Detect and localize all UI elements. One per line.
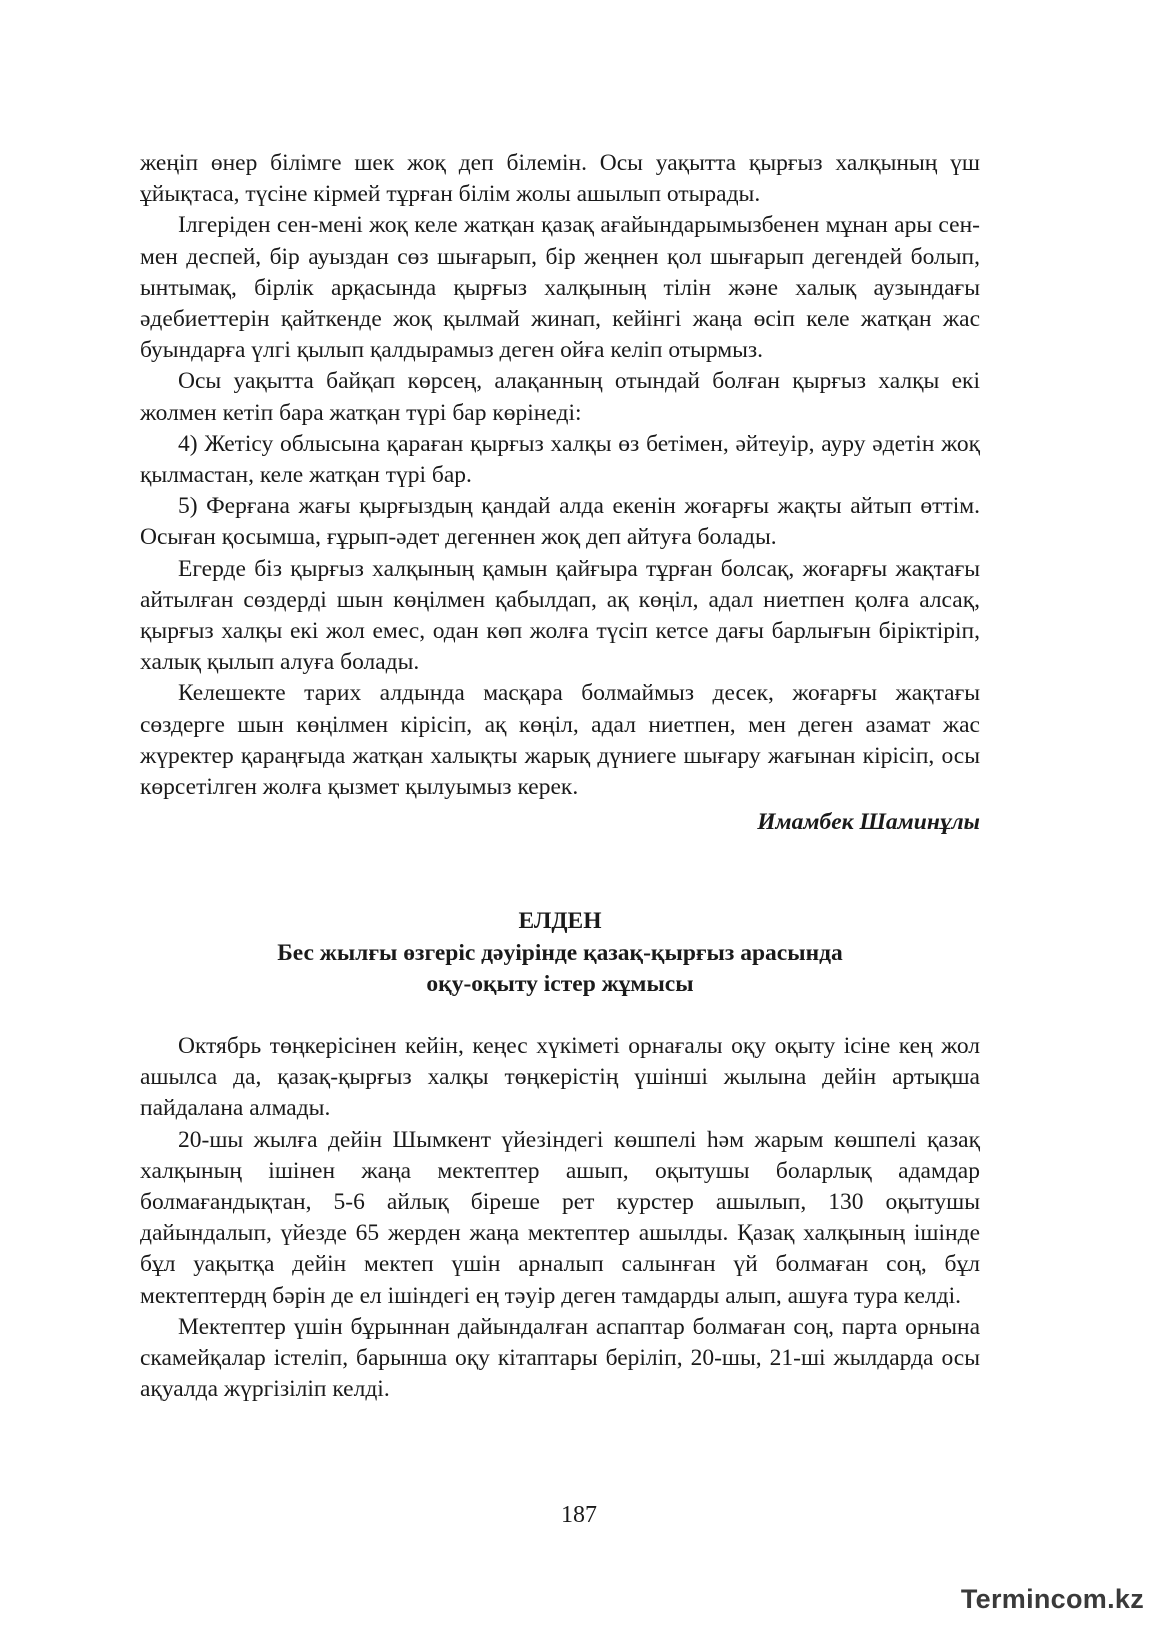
page-content	[140, 148, 980, 1405]
page-number: 187	[561, 1502, 597, 1528]
paragraph: 4) Жетісу облысына қараған қырғыз халқы өз бетімен, әйтеуір, ауру әдетін жоқ қылмастан, келе жатқан түрі бар.	[140, 430, 980, 489]
paragraph: Ілгеріден сен-мені жоқ келе жатқан қазақ ағайындарымызбенен мұнан ары сен-мен деспей, бір ауыздан сөз шығарып, бір жеңнен қол шығарып дегендей болып, ынтымақ, бірлік арқасында қырғыз халқының тілін және халық аузындағы әдебиеттерін қайткенде жоқ қылмай жинап, кейінгі жаңа өсіп келе жатқан жас буындарға үлгі қылып қалдырамыз деген ойға келіп отырмыз.	[140, 212, 980, 364]
paragraph: Осы уақытта байқап көрсең, алақанның отындай болған қырғыз халқы екі жолмен кетіп бара жатқан түрі бар көрінеді:	[140, 368, 980, 426]
article-body-bottom	[140, 1031, 980, 1405]
paragraph: Мектептер үшін бұрыннан дайындалған аспаптар болмаған соң, парта орнына скамейқалар істеліп, барынша оқу кітаптары беріліп, 20-шы, 21-ші жылдарда осы ақуалда жүргізіліп келді.	[140, 1313, 980, 1403]
paragraph: жеңіп өнер білімге шек жоқ деп білемін. Осы уақытта қырғыз халқының үш ұйықтаса, түсіне кірмей тұрған білім жолы ашылып отырады.	[140, 150, 980, 208]
paragraph: Октябрь төңкерісінен кейін, кеңес хүкіметі орнағалы оқу оқыту ісіне кең жол ашылса да, қазақ-қырғыз халқы төңкерістің үшінші жылына дейін артықша пайдалана алмады.	[140, 1032, 980, 1122]
paragraph: Егерде біз қырғыз халқының қамын қайғыра тұрған болсақ, жоғарғы жақтағы айтылған сөздерді шын көңілмен қабылдап, ақ көңіл, адал ниетпен қолға алсақ, қырғыз халқы екі жол емес, одан көп жолға түсіп кетсе дағы барлығын біріктіріп, халық қылып алуға болады.	[140, 555, 980, 676]
paragraph: 20-шы жылға дейін Шымкент үйезіндегі көшпелі һәм жарым көшпелі қазақ халқының ішінен жаңа мектептер ашып, оқытушы боларлық адамдар болмағандықтан, 5-6 айлық біреше рет курстер ашылып, 130 оқытушы дайындалып, үйезде 65 жерден жаңа мектептер ашылды. Қазақ халқының ішінде бұл уақытқа дейін мектеп үшін арналып салынған үй болмаған соң, бұл мектептердң бәрін де ел ішіндегі ең тәуір деген тамдарды алып, ашуға тура келді.	[140, 1126, 980, 1309]
paragraph: Келешекте тарих алдында масқара болмаймыз десек, жоғарғы жақтағы сөздерге шын көңілмен кірісіп, ақ көңіл, адал ниетпен, мен деген азамат жас жүректер қараңғыда жатқан халықты жарық дүниеге шығару жағынан кірісіп, осы көрсетілген жолға қызмет қылуымыз керек.	[140, 680, 980, 801]
article-body-top	[140, 148, 980, 803]
section-heading	[140, 906, 980, 1001]
paragraph: 5) Ферғана жағы қырғыздың қандай алда екенін жоғарғы жақты айтып өттім. Осыған қосымша, ғұрып-әдет дегеннен жоқ деп айтуға болады.	[140, 493, 980, 551]
heading-subtitle-line-2: оқу-оқыту істер жұмысы	[426, 971, 694, 998]
author-signature: Имамбек Шаминұлы	[757, 809, 980, 836]
heading-title: ЕЛДЕН	[518, 908, 602, 935]
watermark-logo: Termincom.kz	[960, 1584, 1144, 1614]
heading-subtitle-line-1: Бес жылғы өзгеріс дәуірінде қазақ-қырғыз арасында	[277, 939, 843, 966]
